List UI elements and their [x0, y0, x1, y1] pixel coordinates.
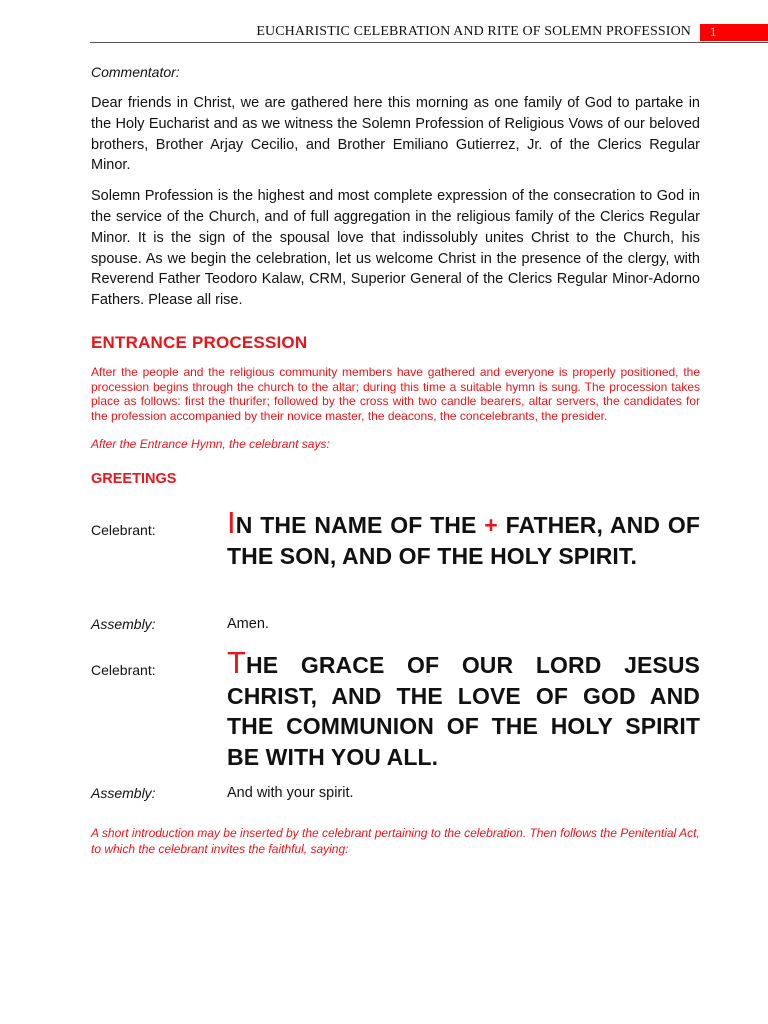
- proclamation-text: HE GRACE OF OUR LORD JESUS CHRIST, AND THE LOVE OF GOD AND THE COMMUNION OF THE HOLY SPIRIT BE WITH YOU ALL.: [227, 652, 700, 770]
- greetings-heading: GREETINGS: [91, 471, 177, 488]
- dropcap: I: [227, 505, 236, 540]
- speaker-assembly: Assembly:: [91, 785, 156, 801]
- celebrant-proclamation-1: [227, 505, 700, 571]
- page-number: 1: [710, 24, 717, 39]
- celebrant-proclamation-2: [227, 645, 700, 772]
- page-header: [0, 22, 768, 42]
- header-rule: [90, 42, 768, 43]
- entrance-heading: ENTRANCE PROCESSION: [91, 332, 308, 352]
- after-hymn-rubric: After the Entrance Hymn, the celebrant says:: [91, 437, 330, 452]
- intro-paragraph-1: Dear friends in Christ, we are gathered here this morning as one family of God to partake in the Holy Eucharist and as we witness the Solemn Profession of Religious Vows of our beloved brothers, Brother Arjay Cecilio, and Brother Emiliano Gutierrez, Jr. of the Clerics Regular Minor.: [91, 95, 700, 174]
- commentator-label: Commentator:: [91, 64, 180, 80]
- speaker-celebrant: Celebrant:: [91, 662, 156, 678]
- intro-paragraph-2: Solemn Profession is the highest and most complete expression of the consecration to God in the service of the Church, and of full aggregation in the religious family of the Clerics Regular Minor. It is the sign of the spousal love that indissolubly unites Christ to the Church, his spouse. As we begin the celebration, let us welcome Christ in the presence of the clergy, with Reverend Father Teodoro Kalaw, CRM, Superior General of the Clerics Regular Minor-Adorno Fathers. Please all rise.: [91, 188, 700, 309]
- response-text: And with your spirit.: [227, 785, 354, 801]
- page-number-box: [700, 24, 768, 41]
- proclamation-text: N THE NAME OF THE: [235, 512, 485, 538]
- dropcap: T: [227, 645, 247, 680]
- cross-icon: +: [484, 512, 498, 538]
- speaker-celebrant: Celebrant:: [91, 522, 156, 538]
- speaker-assembly: Assembly:: [91, 616, 156, 632]
- document-title: EUCHARISTIC CELEBRATION AND RITE OF SOLEMN PROFESSION: [256, 24, 691, 39]
- penitential-act-rubric: A short introduction may be inserted by the celebrant pertaining to the celebration. Then follows the Penitential Act, to which the celebrant invites the faithful, saying:: [91, 826, 700, 856]
- proclamation-text: FATHER, AND OF THE SON, AND OF THE HOLY SPIRIT.: [227, 512, 700, 569]
- entrance-rubric: After the people and the religious community members have gathered and everyone is properly positioned, the procession begins through the church to the altar; during this time a suitable hymn is sung. The procession takes place as follows: first the thurifer; followed by the cross with two candle bearers, altar servers, the candidates for the profession accompanied by their novice master, the deacons, the concelebrants, the presider.: [91, 364, 700, 423]
- response-text: Amen.: [227, 616, 269, 632]
- main-content: [91, 64, 700, 487]
